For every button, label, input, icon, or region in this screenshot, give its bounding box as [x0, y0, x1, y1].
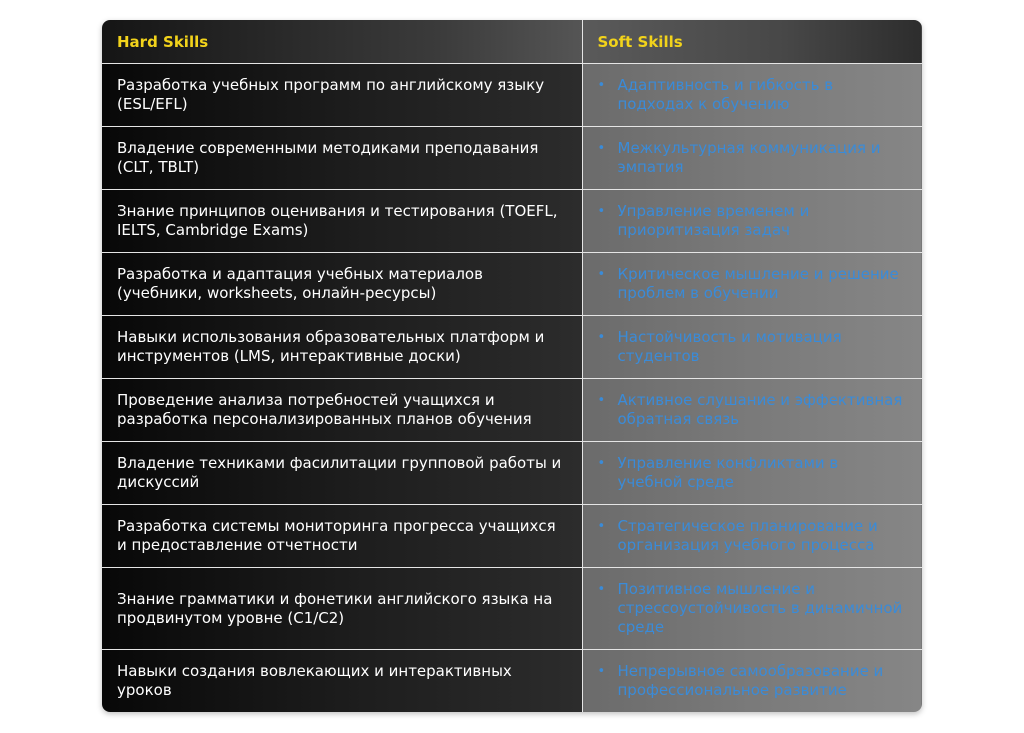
- bullet-icon: •: [597, 664, 606, 679]
- hard-skills-header: Hard Skills: [102, 20, 582, 64]
- soft-skill-cell: [582, 316, 922, 379]
- soft-skill-cell: [582, 568, 922, 650]
- soft-skill-cell: [582, 650, 922, 713]
- soft-skill-text: Управление временем и приоритизация задач: [617, 202, 810, 239]
- hard-skill-cell: Проведение анализа потребностей учащихся и разработка персонализированных планов обучения: [102, 379, 582, 442]
- soft-skill-cell: [582, 379, 922, 442]
- soft-skills-header: Soft Skills: [582, 20, 922, 64]
- soft-skill-text: Стратегическое планирование и организация учебного процесса: [617, 517, 878, 554]
- soft-skill-text: Позитивное мышление и стрессоустойчивость в динамичной среде: [617, 580, 903, 636]
- bullet-icon: •: [597, 267, 606, 282]
- skills-table-container: [102, 20, 922, 712]
- bullet-icon: •: [597, 204, 606, 219]
- soft-skill-text: Адаптивность и гибкость в подходах к обучению: [617, 76, 834, 113]
- table-row: [102, 316, 922, 379]
- soft-skill-cell: [582, 253, 922, 316]
- bullet-icon: •: [597, 456, 606, 471]
- soft-skill-cell: [582, 442, 922, 505]
- soft-skill-cell: [582, 127, 922, 190]
- hard-skill-cell: Знание грамматики и фонетики английского языка на продвинутом уровне (C1/C2): [102, 568, 582, 650]
- table-row: [102, 505, 922, 568]
- hard-skill-cell: Разработка и адаптация учебных материалов (учебники, worksheets, онлайн-ресурсы): [102, 253, 582, 316]
- table-row: [102, 379, 922, 442]
- hard-skill-cell: Разработка учебных программ по английскому языку (ESL/EFL): [102, 64, 582, 127]
- table-row: [102, 190, 922, 253]
- soft-skill-text: Настойчивость и мотивация студентов: [617, 328, 842, 365]
- bullet-icon: •: [597, 78, 606, 93]
- table-row: [102, 127, 922, 190]
- soft-skill-cell: [582, 64, 922, 127]
- bullet-icon: •: [597, 582, 606, 597]
- soft-skill-text: Критическое мышление и решение проблем в обучении: [617, 265, 899, 302]
- hard-skill-cell: Знание принципов оценивания и тестирования (TOEFL, IELTS, Cambridge Exams): [102, 190, 582, 253]
- table-row: [102, 650, 922, 713]
- soft-skill-text: Непрерывное самообразование и профессиональное развитие: [617, 662, 884, 699]
- bullet-icon: •: [597, 519, 606, 534]
- bullet-icon: •: [597, 330, 606, 345]
- table-row: [102, 64, 922, 127]
- table-row: [102, 442, 922, 505]
- bullet-icon: •: [597, 393, 606, 408]
- bullet-icon: •: [597, 141, 606, 156]
- soft-skill-cell: [582, 190, 922, 253]
- skills-table: [102, 20, 922, 712]
- hard-skill-cell: Навыки создания вовлекающих и интерактивных уроков: [102, 650, 582, 713]
- soft-skill-text: Межкультурная коммуникация и эмпатия: [617, 139, 881, 176]
- hard-skill-cell: Владение современными методиками преподавания (CLT, TBLT): [102, 127, 582, 190]
- table-row: [102, 568, 922, 650]
- soft-skill-text: Активное слушание и эффективная обратная связь: [617, 391, 903, 428]
- table-row: [102, 253, 922, 316]
- table-header-row: [102, 20, 922, 64]
- hard-skill-cell: Навыки использования образовательных платформ и инструментов (LMS, интерактивные доски): [102, 316, 582, 379]
- hard-skill-cell: Владение техниками фасилитации групповой работы и дискуссий: [102, 442, 582, 505]
- hard-skill-cell: Разработка системы мониторинга прогресса учащихся и предоставление отчетности: [102, 505, 582, 568]
- soft-skill-cell: [582, 505, 922, 568]
- soft-skill-text: Управление конфликтами в учебной среде: [617, 454, 839, 491]
